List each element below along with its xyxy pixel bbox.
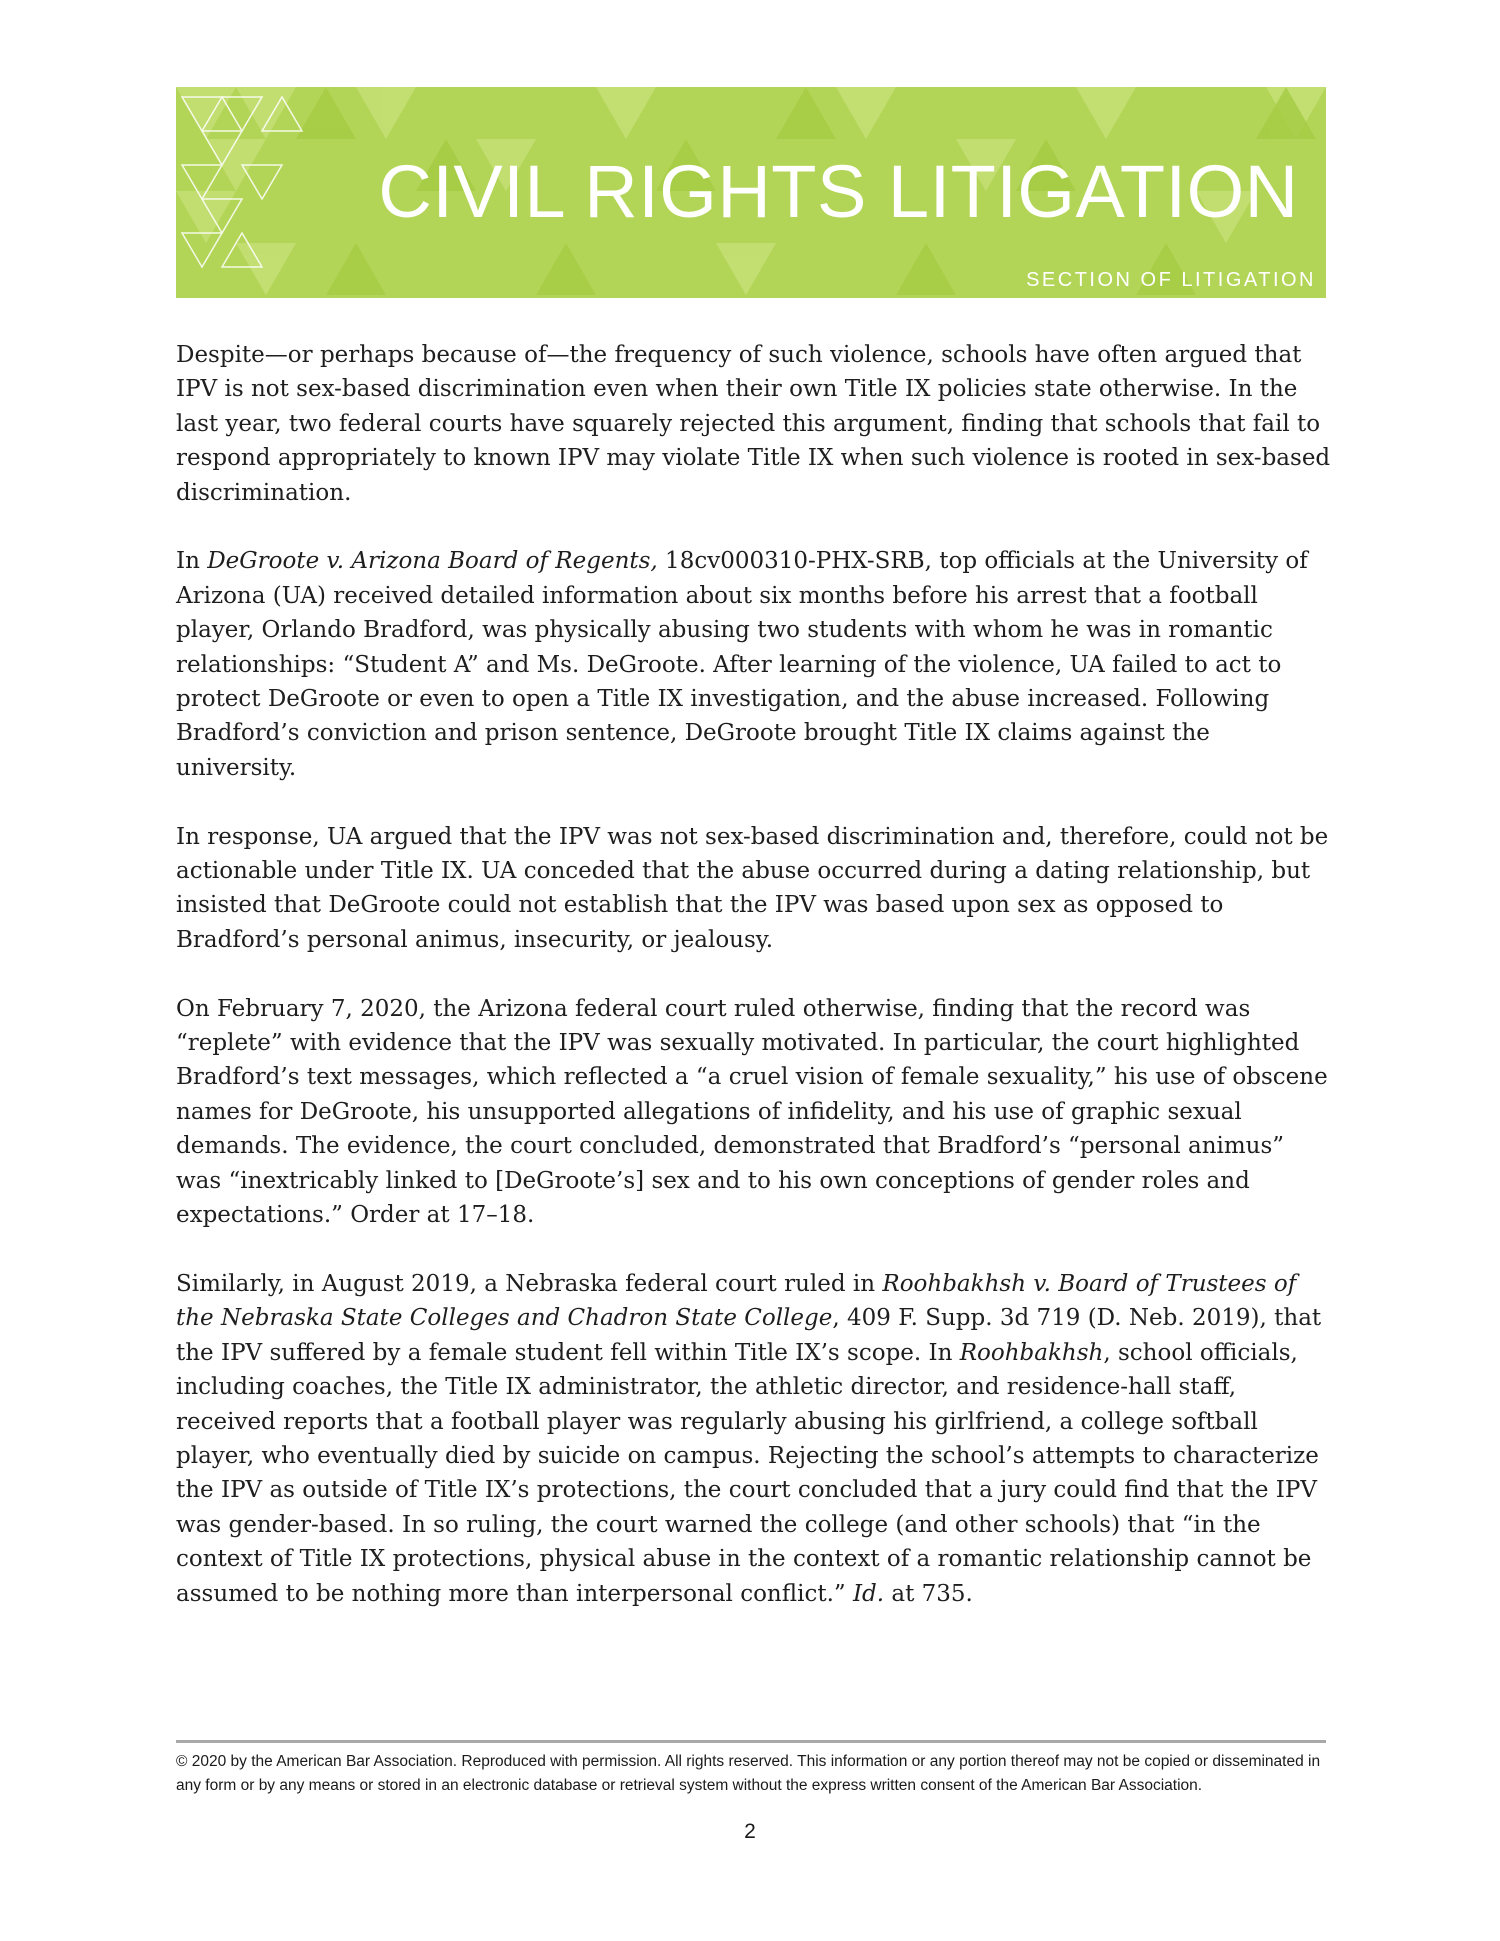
article-body	[176, 338, 1336, 1645]
italic-citation: DeGroote v. Arizona Board of Regents,	[207, 548, 658, 575]
body-paragraph	[176, 544, 1336, 785]
paragraph-text: In	[176, 548, 208, 575]
banner-subtitle: SECTION OF LITIGATION	[1026, 269, 1316, 291]
body-paragraph	[176, 338, 1336, 510]
italic-citation: Id.	[852, 1580, 885, 1607]
paragraph-text: Similarly, in August 2019, a Nebraska federal court ruled in	[176, 1270, 883, 1297]
body-paragraph	[176, 1267, 1336, 1611]
paragraph-text: at 735.	[884, 1580, 973, 1607]
footer-divider	[176, 1740, 1326, 1743]
copyright-notice: © 2020 by the American Bar Association. Reproduced with permission. All rights reserved. This information or any portion thereof may not be copied or disseminated in any form or by any means or stored in an electronic database or retrieval system without the express written consent of the American Bar Association.	[176, 1753, 1321, 1794]
paragraph-text: , 409 F. Supp. 3d 719 (D. Neb. 2019), that the IPV suffered by a female student fell within Title IX’s scope. In	[176, 1305, 1322, 1366]
paragraph-text: On February 7, 2020, the Arizona federal court ruled otherwise, finding that the record was “replete” with evidence that the IPV was sexually motivated. In particular, the court highlighted Bradford’s text messages, which reflected a “a cruel vision of female sexuality,” his use of obscene names for DeGroote, his unsupported allegations of infidelity, and his use of graphic sexual demands. The evidence, the court concluded, demonstrated that Bradford’s “personal animus” was “inextricably linked to [DeGroote’s] sex and to his own conceptions of gender roles and expectations.” Order at 17–18.	[176, 995, 1328, 1229]
page-number: 2	[744, 1820, 756, 1843]
italic-citation: Roohbakhsh	[959, 1339, 1104, 1366]
body-paragraph	[176, 820, 1336, 958]
paragraph-text: Despite—or perhaps because of—the frequency of such violence, schools have often argued that IPV is not sex-based discrimination even when their own Title IX policies state otherwise. In the last year, two federal courts have squarely rejected this argument, finding that schools that fail to respond appropriately to known IPV may violate Title IX when such violence is rooted in sex-based discrimination.	[176, 342, 1331, 506]
paragraph-text: 18cv000310-PHX-SRB, top officials at the University of Arizona (UA) received detailed information about six months before his arrest that a football player, Orlando Bradford, was physically abusing two students with whom he was in romantic relationships: “Student A” and Ms. DeGroote. After learning of the violence, UA failed to act to protect DeGroote or even to open a Title IX investigation, and the abuse increased. Following Bradford’s conviction and prison sentence, DeGroote brought Title IX claims against the university.	[176, 548, 1308, 781]
header-banner	[176, 87, 1326, 298]
paragraph-text: , school officials, including coaches, the Title IX administrator, the athletic director, and residence-hall staff, received reports that a football player was regularly abusing his girlfriend, a college softball player, who eventually died by suicide on campus. Rejecting the school’s attempts to characterize the IPV as outside of Title IX’s protections, the court concluded that a jury could find that the IPV was gender-based. In so ruling, the court warned the college (and other schools) that “in the context of Title IX protections, physical abuse in the context of a romantic relationship cannot be assumed to be nothing more than interpersonal conflict.”	[176, 1339, 1319, 1607]
body-paragraph	[176, 992, 1336, 1233]
paragraph-text: In response, UA argued that the IPV was not sex-based discrimination and, therefore, could not be actionable under Title IX. UA conceded that the abuse occurred during a dating relationship, but insisted that DeGroote could not establish that the IPV was based upon sex as opposed to Bradford’s personal animus, insecurity, or jealousy.	[176, 823, 1329, 953]
italic-citation: Roohbakhsh v. Board of Trustees of the Nebraska State Colleges and Chadron State College	[176, 1270, 1297, 1332]
banner-title: CIVIL RIGHTS LITIGATION	[378, 150, 1299, 233]
